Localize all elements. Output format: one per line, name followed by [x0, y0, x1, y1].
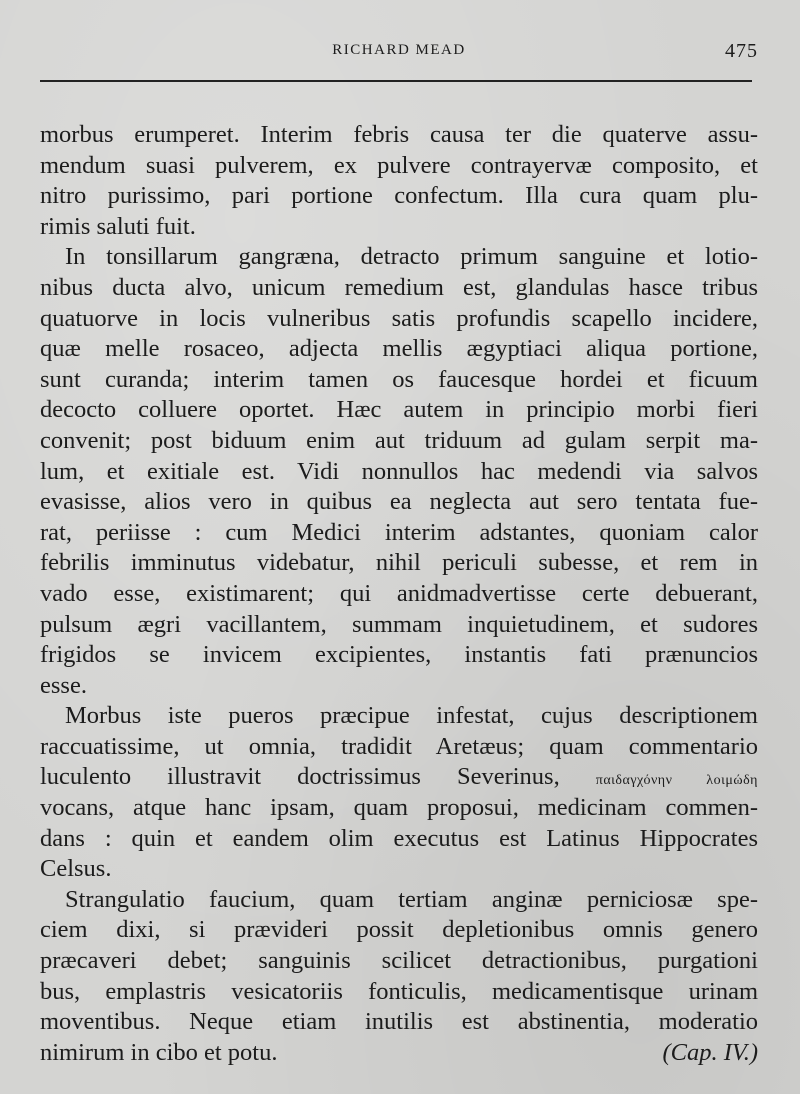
text-line: mendum suasi pulverem, ex pulvere contrayervæ composito, et — [40, 151, 758, 179]
text-line: vado esse, existimarent; qui anidmadvertisse certe debuerant, — [40, 579, 758, 607]
paragraph-3 — [40, 701, 758, 885]
text-line: rimis saluti fuit. — [40, 212, 196, 240]
text-line: sunt curanda; interim tamen os faucesque hordei et ficuum — [40, 365, 758, 393]
text-line: bus, emplastris vesicatoriis fonticulis, medicamentisque urinam — [40, 977, 758, 1005]
text-line: ciem dixi, si prævideri possit depletionibus omnis genero — [40, 916, 758, 944]
text-line: pulsum ægri vacillantem, summam inquietudinem, et sudores — [40, 610, 758, 638]
text-segment: luculento illustravit doctrissimus Severinus, — [40, 763, 560, 791]
greek-phrase: παιδαγχόνην λοιμώδη — [595, 773, 759, 789]
text-line: raccuatissime, ut omnia, tradidit Aretæus; quam commentario — [40, 732, 758, 760]
text-line: lum, et exitiale est. Vidi nonnullos hac medendi via salvos — [40, 457, 758, 485]
paragraph-4 — [40, 885, 758, 1069]
body-text — [40, 120, 758, 1068]
text-line: nibus ducta alvo, unicum remedium est, glandulas hasce tribus — [40, 273, 758, 301]
text-line: nitro purissimo, pari portione confectum. Illa cura quam plu- — [40, 182, 758, 210]
text-line: Celsus. — [40, 855, 112, 883]
text-line: decocto colluere oportet. Hæc autem in principio morbi fieri — [40, 396, 758, 424]
text-line: In tonsillarum gangræna, detracto primum sanguine et lotio- — [65, 243, 758, 271]
text-line: quatuorve in locis vulneribus satis profundis scapello incidere, — [40, 304, 758, 332]
running-head-title: RICHARD MEAD — [332, 42, 466, 58]
text-line: Morbus iste pueros præcipue infestat, cujus descriptionem — [65, 702, 758, 730]
text-line: convenit; post biduum enim aut triduum ad gulam serpit ma- — [40, 426, 758, 454]
page-number: 475 — [725, 40, 758, 62]
chapter-citation: (Cap. IV.) — [662, 1038, 758, 1066]
text-segment: nimirum in cibo et potu. — [40, 1038, 278, 1066]
text-line: quæ melle rosaceo, adjecta mellis ægyptiaci aliqua portione, — [40, 335, 758, 363]
text-line: Strangulatio faucium, quam tertiam anginæ perniciosæ spe- — [65, 885, 758, 913]
paragraph-2 — [40, 242, 758, 701]
text-line: vocans, atque hanc ipsam, quam proposui, medicinam commen- — [40, 794, 758, 822]
header-rule — [40, 80, 752, 82]
text-line: rat, periisse : cum Medici interim adstantes, quoniam calor — [40, 518, 758, 546]
text-line: febrilis imminutus videbatur, nihil periculi subesse, et rem in — [40, 549, 758, 577]
text-line-with-greek — [40, 762, 758, 793]
text-line: frigidos se invicem excipientes, instantis fati prænuncios — [40, 641, 758, 669]
final-line — [40, 1038, 758, 1069]
text-line: evasisse, alios vero in quibus ea neglecta aut sero tentata fue- — [40, 488, 758, 516]
text-line: morbus erumperet. Interim febris causa ter die quaterve assu- — [40, 121, 758, 148]
text-line: dans : quin et eandem olim executus est Latinus Hippocrates — [40, 824, 758, 852]
text-line: moventibus. Neque etiam inutilis est abstinentia, moderatio — [40, 1008, 758, 1036]
paragraph-1 — [40, 120, 758, 242]
text-line: præcaveri debet; sanguinis scilicet detractionibus, purgationi — [40, 947, 758, 975]
text-line: esse. — [40, 671, 87, 699]
running-head — [40, 40, 758, 64]
